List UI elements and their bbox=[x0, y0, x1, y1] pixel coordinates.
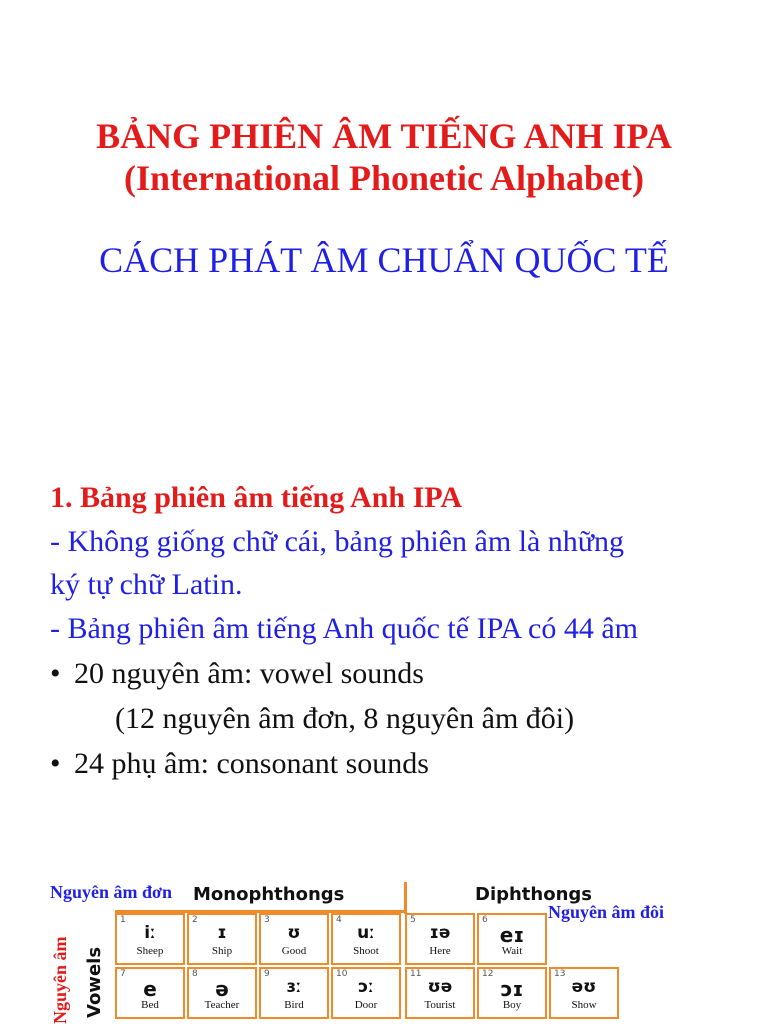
example-word: Teacher bbox=[204, 999, 240, 1011]
ipa-symbol: ɜː bbox=[286, 977, 302, 997]
example-word: Shoot bbox=[353, 945, 379, 957]
cell-number: 9 bbox=[264, 969, 270, 979]
ipa-cell bbox=[187, 913, 257, 965]
side-label-en: Vowels bbox=[84, 946, 105, 1018]
ipa-cell bbox=[331, 967, 401, 1019]
description-line-2: ký tự chữ Latin. bbox=[50, 568, 243, 601]
label-monophthongs-vi: Nguyên âm đơn bbox=[50, 882, 172, 902]
ipa-symbol: ɔɪ bbox=[500, 977, 524, 1001]
example-word: Bed bbox=[141, 999, 159, 1011]
cell-number: 6 bbox=[482, 915, 488, 925]
ipa-symbol: e bbox=[143, 977, 157, 1001]
ipa-cell bbox=[115, 913, 185, 965]
ipa-symbol: əʊ bbox=[571, 977, 597, 997]
ipa-symbol: iː bbox=[144, 923, 156, 943]
ipa-symbol: ɪ bbox=[217, 923, 227, 943]
ipa-symbol: ʊə bbox=[427, 977, 453, 997]
ipa-cell bbox=[115, 967, 185, 1019]
ipa-cell bbox=[405, 967, 475, 1019]
label-monophthongs-en: Monophthongs bbox=[193, 884, 345, 905]
example-word: Tourist bbox=[424, 999, 456, 1011]
ipa-cell bbox=[405, 913, 475, 965]
subtitle: CÁCH PHÁT ÂM CHUẨN QUỐC TẾ bbox=[99, 240, 669, 280]
cell-number: 13 bbox=[554, 969, 566, 979]
title-line-2: (International Phonetic Alphabet) bbox=[123, 158, 644, 198]
bullet-vowels-detail: (12 nguyên âm đơn, 8 nguyên âm đôi) bbox=[115, 702, 575, 735]
ipa-symbol: ʊ bbox=[287, 923, 301, 943]
example-word: Bird bbox=[284, 999, 304, 1011]
example-word: Good bbox=[281, 945, 307, 957]
label-diphthongs-en: Diphthongs bbox=[475, 884, 593, 905]
example-word: Ship bbox=[211, 945, 233, 957]
example-word: Door bbox=[354, 999, 378, 1011]
ipa-cell bbox=[477, 967, 547, 1019]
example-word: Boy bbox=[502, 999, 522, 1011]
ipa-cell bbox=[259, 913, 329, 965]
ipa-symbol: eɪ bbox=[499, 923, 525, 947]
description-line-3: - Bảng phiên âm tiếng Anh quốc tế IPA có 44 âm bbox=[50, 612, 638, 645]
cell-number: 11 bbox=[410, 969, 422, 979]
label-diphthongs-vi: Nguyên âm đôi bbox=[548, 902, 665, 922]
bullet-vowels-text: 20 nguyên âm: vowel sounds bbox=[74, 657, 424, 690]
cell-number: 3 bbox=[264, 915, 270, 925]
ipa-cell bbox=[259, 967, 329, 1019]
bullet-dot: • bbox=[50, 657, 61, 690]
ipa-cell bbox=[331, 913, 401, 965]
example-word: Show bbox=[571, 999, 597, 1011]
cell-number: 7 bbox=[120, 969, 126, 979]
bullet-dot: • bbox=[50, 747, 61, 780]
cell-number: 5 bbox=[410, 915, 416, 925]
section-heading: 1. Bảng phiên âm tiếng Anh IPA bbox=[50, 481, 463, 514]
ipa-table bbox=[0, 876, 768, 1024]
example-word: Here bbox=[429, 945, 451, 957]
description-line-1: - Không giống chữ cái, bảng phiên âm là những bbox=[50, 525, 625, 558]
ipa-symbol: ɪə bbox=[429, 923, 451, 943]
ipa-symbol: ə bbox=[215, 977, 229, 1001]
bullet-consonants bbox=[50, 742, 730, 786]
example-word: Sheep bbox=[136, 945, 164, 957]
cell-number: 1 bbox=[120, 915, 126, 925]
ipa-cell bbox=[477, 913, 547, 965]
ipa-symbol: ɔː bbox=[358, 977, 374, 997]
ipa-cell bbox=[549, 967, 619, 1019]
side-label-vi: Nguyên âm bbox=[50, 936, 70, 1024]
cell-number: 2 bbox=[192, 915, 198, 925]
ipa-symbol: uː bbox=[357, 923, 375, 943]
cell-number: 12 bbox=[482, 969, 494, 979]
ipa-cell bbox=[187, 967, 257, 1019]
cell-number: 8 bbox=[192, 969, 198, 979]
cell-number: 4 bbox=[336, 915, 342, 925]
example-word: Wait bbox=[501, 945, 523, 957]
cell-number: 10 bbox=[336, 969, 348, 979]
bullet-consonants-text: 24 phụ âm: consonant sounds bbox=[74, 747, 429, 780]
title-line-1: BẢNG PHIÊN ÂM TIẾNG ANH IPA bbox=[96, 116, 672, 156]
bullet-vowels bbox=[50, 652, 730, 696]
